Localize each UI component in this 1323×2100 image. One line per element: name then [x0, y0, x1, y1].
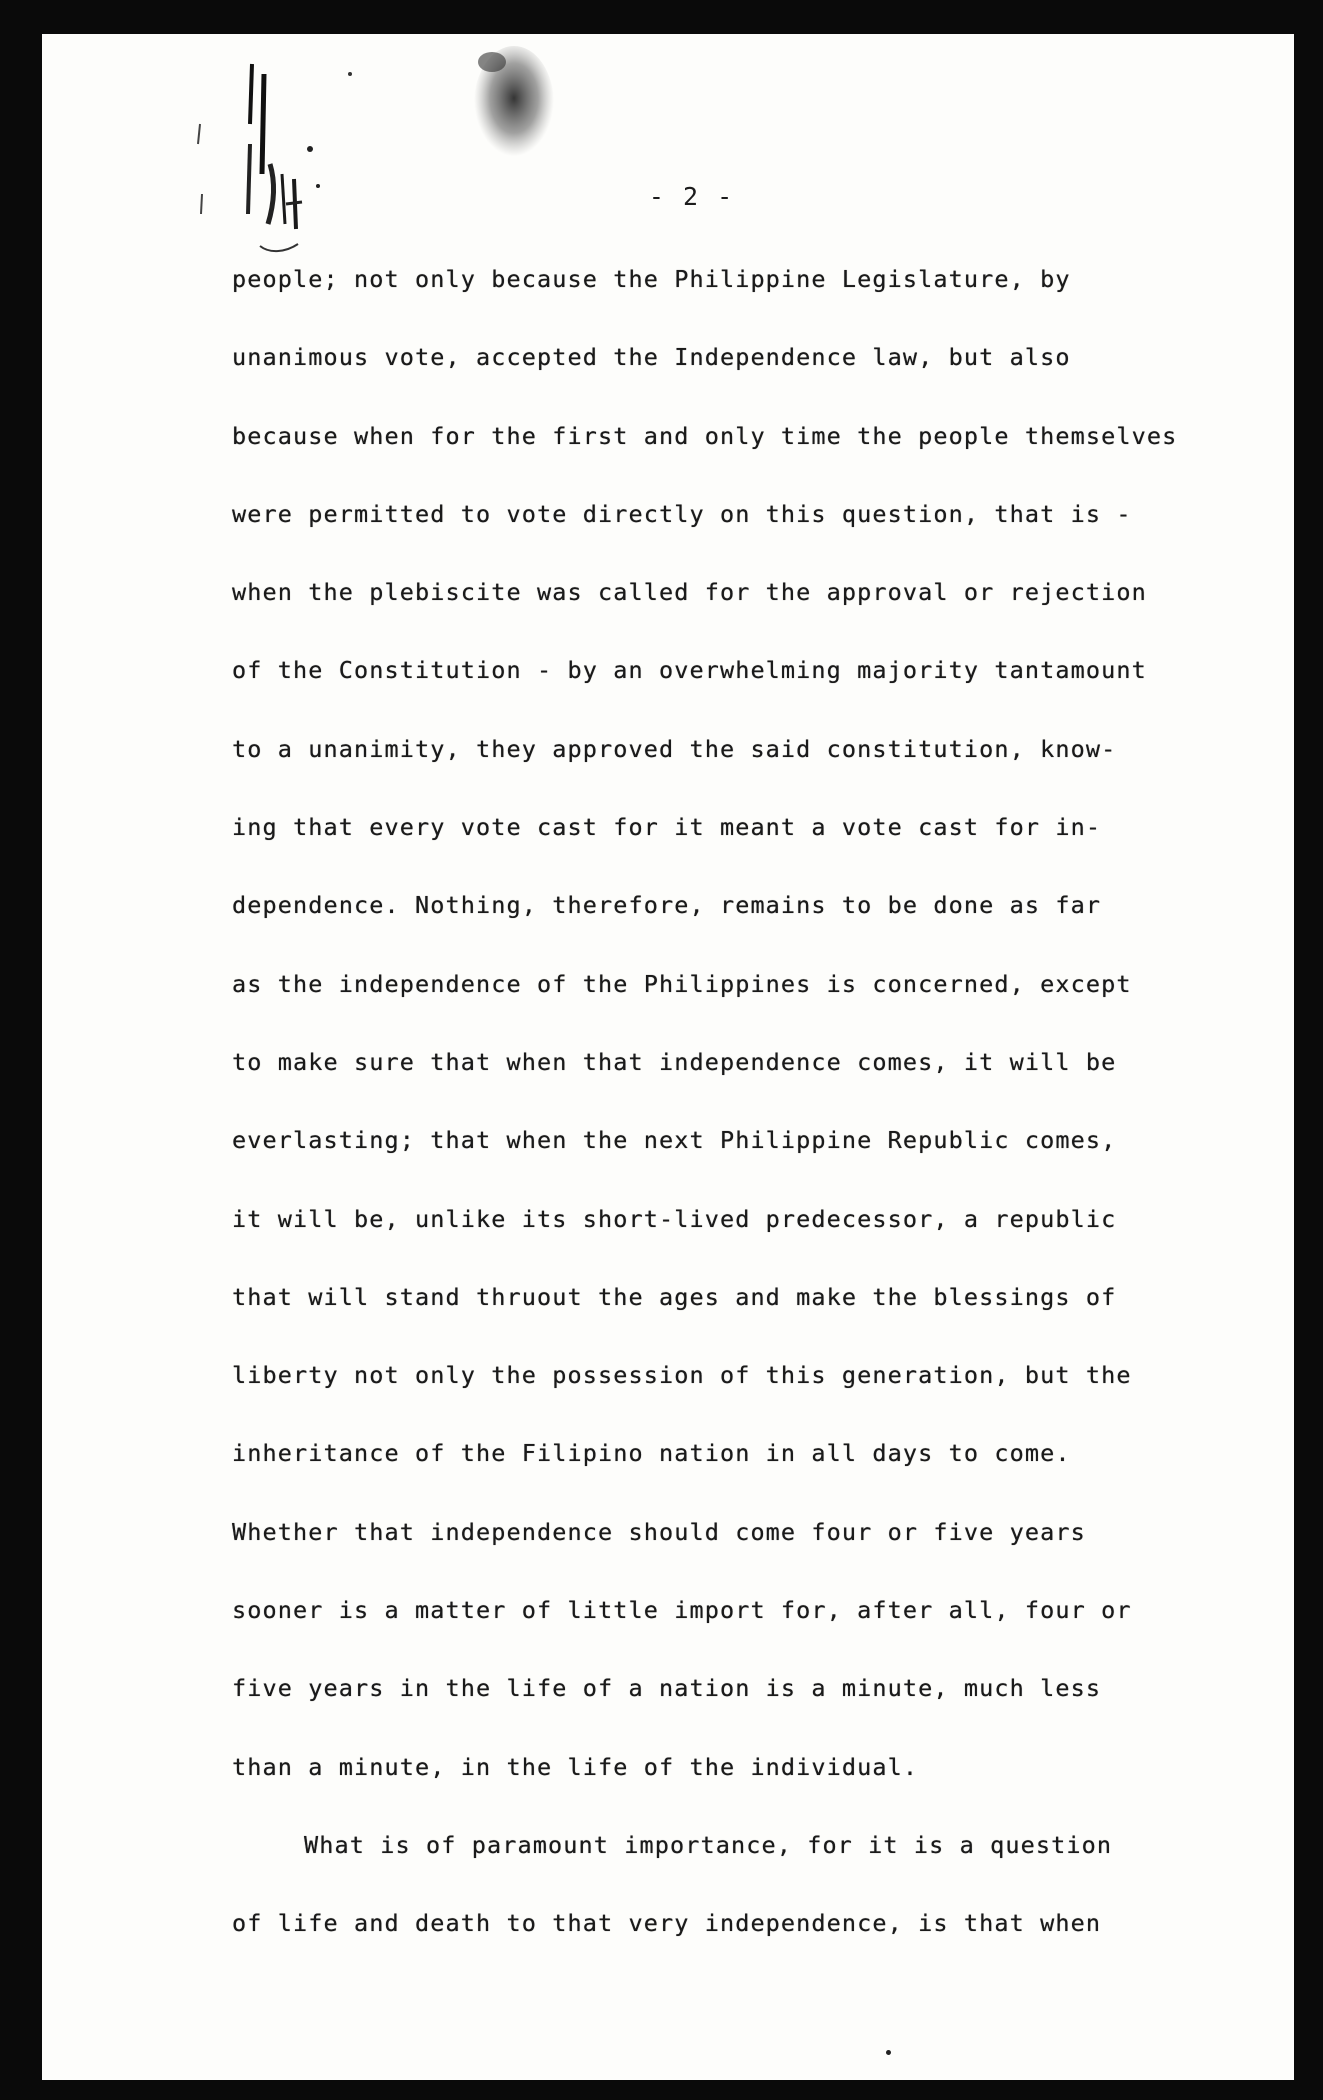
text-line: of life and death to that very independence, is that when [232, 1909, 1102, 1938]
body-text [232, 252, 1252, 1975]
text-line: five years in the life of a nation is a minute, much less [232, 1674, 1102, 1703]
text-line: inheritance of the Filipino nation in all days to come. [232, 1439, 1071, 1468]
text-line: liberty not only the possession of this generation, but the [232, 1361, 1132, 1390]
text-line: because when for the first and only time the people themselves [232, 421, 1178, 450]
ink-smudge-mark [462, 42, 572, 182]
text-line: were permitted to vote directly on this question, that is - [232, 499, 1132, 528]
text-line: to make sure that when that independence comes, it will be [232, 1047, 1117, 1076]
text-line: sooner is a matter of little import for, after all, four or [232, 1596, 1132, 1625]
ink-dot-mark [886, 2050, 891, 2055]
text-line: dependence. Nothing, therefore, remains to be done as far [232, 891, 1102, 920]
text-line: to a unanimity, they approved the said constitution, know- [232, 734, 1117, 763]
text-line: that will stand thruout the ages and make the blessings of [232, 1282, 1117, 1311]
text-line: everlasting; that when the next Philippine Republic comes, [232, 1126, 1117, 1155]
text-line: people; not only because the Philippine Legislature, by [232, 265, 1071, 293]
text-line: than a minute, in the life of the individual. [232, 1752, 919, 1781]
paragraph-first-line: What is of paramount importance, for it is a question [304, 1830, 1113, 1859]
text-line: as the independence of the Philippines is concerned, except [232, 969, 1132, 998]
text-line: Whether that independence should come four or five years [232, 1517, 1086, 1546]
text-line: it will be, unlike its short-lived predecessor, a republic [232, 1204, 1117, 1233]
text-line: ing that every vote cast for it meant a vote cast for in- [232, 813, 1102, 842]
page-number: - 2 - [648, 182, 735, 211]
text-line: of the Constitution - by an overwhelming majority tantamount [232, 656, 1147, 685]
handwritten-corner-marks [190, 54, 360, 264]
text-line: unanimous vote, accepted the Independence law, but also [232, 343, 1071, 372]
text-line: when the plebiscite was called for the approval or rejection [232, 578, 1147, 607]
